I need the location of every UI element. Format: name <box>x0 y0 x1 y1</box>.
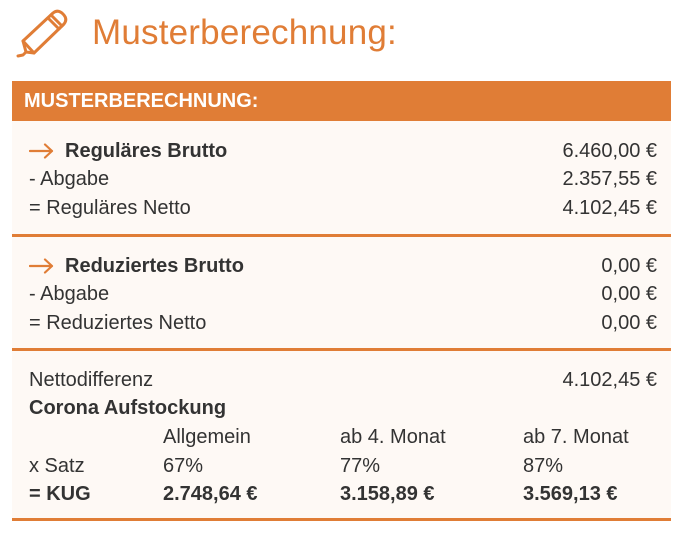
pencil-icon <box>12 8 72 58</box>
column-header: ab 4. Monat <box>340 426 446 448</box>
row-label: = Reguläres Netto <box>29 196 191 219</box>
regular-netto-row <box>12 194 671 223</box>
rate-value: 67% <box>163 454 204 477</box>
rate-value: 77% <box>340 454 381 477</box>
row-value: 6.460,00 € <box>562 139 657 162</box>
row-label: Nettodifferenz <box>29 368 154 391</box>
netto-difference-row <box>12 366 671 395</box>
page-header <box>12 8 397 58</box>
row-value: 0,00 € <box>601 283 657 306</box>
regular-section <box>12 137 671 223</box>
table-cell-empty <box>29 423 163 452</box>
reduced-netto-row <box>12 309 671 338</box>
corona-heading: Corona Aufstockung <box>29 397 227 420</box>
card-header: MUSTERBERECHNUNG: <box>12 81 671 121</box>
column-header: ab 7. Monat <box>523 426 629 448</box>
corona-heading-row <box>12 395 671 424</box>
regular-brutto-row <box>12 137 671 166</box>
kug-table <box>12 423 671 509</box>
row-value: 4.102,45 € <box>562 196 657 219</box>
divider <box>12 518 671 521</box>
reduced-abgabe-row <box>12 281 671 310</box>
column-header: Allgemein <box>163 426 251 448</box>
reduced-section <box>12 252 671 338</box>
kug-value: 2.748,64 € <box>163 483 258 505</box>
row-value: 0,00 € <box>601 254 657 277</box>
rate-value: 87% <box>523 454 564 477</box>
kug-label: = KUG <box>29 483 91 505</box>
row-value: 2.357,55 € <box>562 168 657 191</box>
regular-abgabe-row <box>12 166 671 195</box>
kug-value: 3.569,13 € <box>523 483 618 505</box>
row-label: - Abgabe <box>29 283 110 306</box>
row-label: Reduziertes Brutto <box>65 254 244 277</box>
arrow-right-icon <box>29 258 55 274</box>
row-value: 0,00 € <box>601 311 657 334</box>
row-label: = Reduziertes Netto <box>29 311 207 334</box>
page-title: Musterberechnung: <box>92 13 397 52</box>
row-label: - Abgabe <box>29 168 110 191</box>
row-label: Reguläres Brutto <box>65 139 228 162</box>
calculation-card <box>12 81 671 521</box>
row-value: 4.102,45 € <box>562 368 657 391</box>
divider <box>12 348 671 351</box>
rate-label: x Satz <box>29 454 85 477</box>
summary-section <box>12 366 671 509</box>
divider <box>12 234 671 237</box>
reduced-brutto-row <box>12 252 671 281</box>
kug-value: 3.158,89 € <box>340 483 435 505</box>
arrow-right-icon <box>29 143 55 159</box>
